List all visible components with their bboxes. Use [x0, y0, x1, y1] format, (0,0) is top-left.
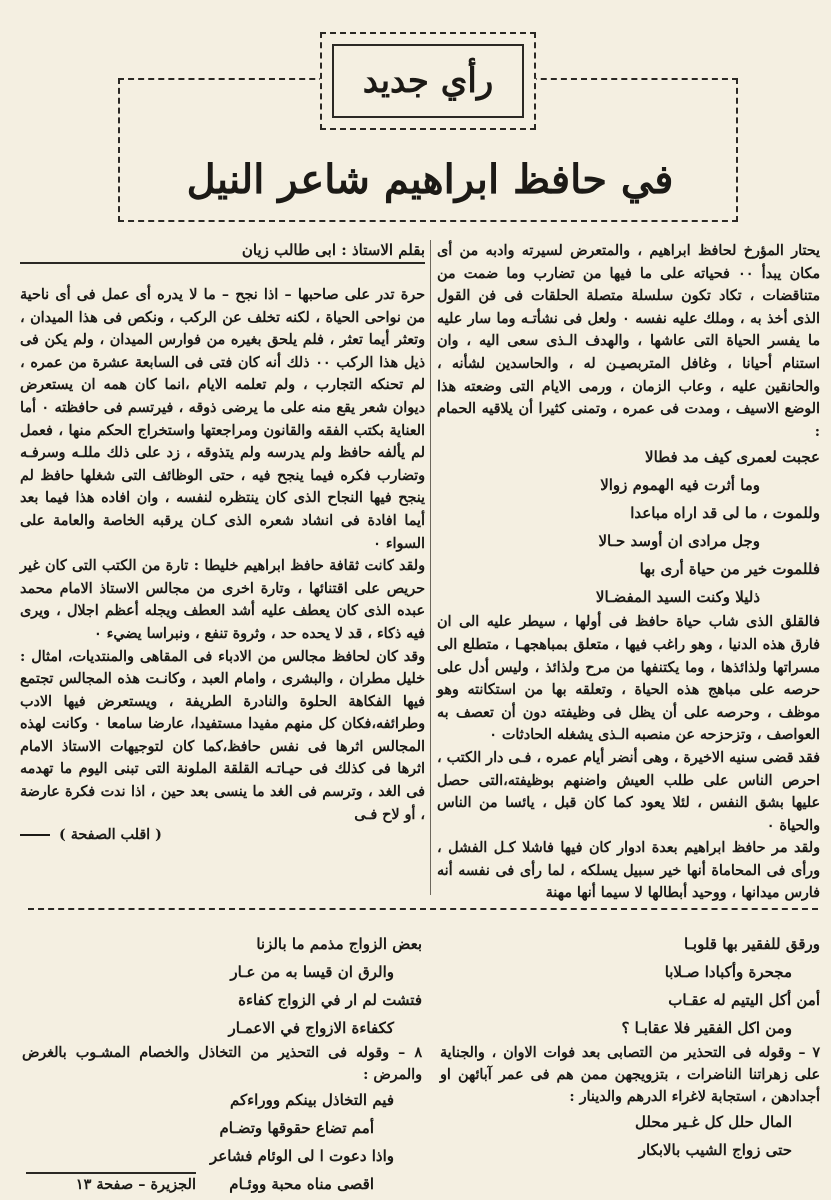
right-paragraph-2: فالقلق الذى شاب حياة حافظ فى أولها ، سيطر عليه الى ان فارق هذه الدنيا ، وهو راغب فيها ، متعلق بمباهجهـا ، متطلع الى مسراتها ولذائذها ، وما يكتنفها من مرح ولذائذ ، وليس أدل على حرصه على مباهج هذه الحياة ، وتعلقه بها من استكانته وهو موظف ، وحرصه على أن يظل فى وظيفته دون أن تعصف به العواصف ، وتزحزحه عن منصبه الـذى يشغله الحادثات ٠ — [437, 614, 820, 744]
left-paragraph-1: حرة تدر على صاحبها – اذا نجح – ما لا يدره أى عمل فى أى ناحية من نواحى الحياة ، لكنه تخلف عن الركب ، ونكص فى هذا الميدان ، وتعثر أيما تعثر ، فلم يلحق بغيره من فوارس الميدان ، ولم يكن فى ذيل هذا الركب ٠٠ ذلك أنه كان فتى فى السابعة عشرة من عمره ، لم تحنكه التجارب ، ولم تعلمه الايام ،انما كان همه ان يستعرض ديوان شعر يقع منه على ما يرضى ذوقه ، فيرتسم فى حافظته ٠ أما العناية بكتب الفقه والقانون ومراجعتها واستخراج الحكم منها ، فعمل لم يألفه حافظ ولم يدرسه ولم يتذوقه ، زد على ذلك مللـه وسرفـه وتضارب فكره فيما ينجح فيه ، حتى الوظائف التى شغلها حافظ لم ينجح فيها النجاح الذى كان ينتظره لنفسه ، وان افاده هذا فيما بعد أيما افادة فى انشاد شعره الذى كـان يرقبه الخاصة والعامة على السواء ٠ — [20, 287, 425, 552]
verse: والرق ان قيسا به من عـار — [230, 963, 394, 981]
section-8-text: ٨ – وقوله فى التحذير من التخاذل والخصام المشـوب بالغرض والمرض : — [22, 1045, 422, 1083]
bottom-right-block — [440, 930, 820, 1164]
arrow-icon — [20, 834, 50, 836]
verse: ورقق للفقير بها قلوبـا — [683, 935, 820, 953]
poem — [437, 443, 820, 611]
poem-verse: وما أثرت فيه الهموم زوالا — [600, 476, 760, 495]
left-paragraph-2: ولقد كانت ثقافة حافظ ابراهيم خليطا : تارة من الكتب التى كان غير حريص على اقتنائها ، وتارة اخرى من مجالس الاستاذ الامام محمد عبده الذى كان يعطف عليه أشد العطف ويجله أعظم اجلال ، ويرى فيه ذكاء ، قد لا يحده حد ، وثروة تنفع ، ونبراسا يضيء ٠ — [20, 558, 425, 642]
verse: أمم تضاع حقوقها وتضـام — [219, 1119, 374, 1137]
poem-verse: وجل مرادى ان أوسد حـالا — [598, 532, 760, 551]
right-paragraph-4: ولقد مر حافظ ابراهيم بعدة ادوار كان فيها فاشلا كـل الفشل ، ورأى فى المحاماة أنها خير سبيل يسلكه ، لما رأى فى نفسه أنه فارس ميدانها ، ووحيد أبطالها لا سيما أنها مهنة — [437, 840, 820, 902]
poem-verse: ذليلا وكنت السيد المفضـالا — [595, 588, 760, 607]
verse: اقصى مناه محبة ووئـام — [229, 1175, 374, 1193]
verse: حتى زواج الشيب بالابكار — [638, 1141, 792, 1159]
section-7-text: ٧ – وقوله فى التحذير من التصابى بعد فوات الاوان ، والجناية على زهراتنا الناضرات ، بتزويجهن ممن هم فى عمر آبائهن او أجدادهن ، استجابة لاغراء الدرهم والدينار : — [440, 1045, 820, 1105]
byline: بقلم الاستاذ : ابى طالب زيان — [20, 240, 425, 264]
verse: بعض الزواج مذمم ما بالزنا — [256, 935, 422, 953]
verse: أمن أكل اليتيم له عقـاب — [668, 991, 820, 1009]
article-subtitle: في حافظ ابراهيم شاعر النيل — [186, 156, 674, 203]
verse: ومن اكل الفقير فلا عقابـا ؟ — [621, 1019, 792, 1037]
poem-verse: عجبت لعمرى كيف مد فطالا — [645, 448, 820, 467]
title-box — [320, 32, 536, 130]
turn-page-label: ( اقلب الصفحة ) — [58, 827, 162, 844]
left-column — [20, 240, 425, 847]
turn-page-note — [20, 824, 425, 847]
column-divider — [430, 240, 431, 895]
verse: مجحرة وأكبادا صـلابا — [664, 963, 792, 981]
right-paragraph-1: يحتار المؤرخ لحافظ ابراهيم ، والمتعرض لسيرته وادبه من أى مكان يبدأ ٠٠ فحياته على ما فيها من تضارب وما ضمت من متناقضات ، تكاد تكون سلسلة متصلة الحلقات فى فن القول الذى أخذ به ، وملك عليه نفسه ٠ ولعل فى نشأتـه وما سار عليه ما يفسر الحياة التى عاشها ، والهدف الـذى سعى اليه ، وان استنام أحيانا ، وغافل المتربصيـن له ، والحاسدين لشأنه ، والحانقين عليه ، وعاب الزمان ، ورمى الايام التى وضعته هذا الوضع الاسيف ، ومدت فى عمره ، وتمنى كثيرا أن يلاقيه الحمام : — [437, 243, 820, 440]
right-column — [437, 240, 820, 905]
poem-verse: وللموت ، ما لى قد اراه مباعدا — [630, 504, 820, 523]
section-divider — [28, 908, 818, 910]
verse: ككفاءة الازواج في الاعمـار — [228, 1019, 394, 1037]
left-paragraph-3: وقد كان لحافظ مجالس من الادباء فى المقاهى والمنتديات، امثال : خليل مطران ، والبشرى ، وامام العبد ، وكانـت هذه المجالس تجتمع فيها الفكاهة الحلوة والنادرة الطريفة ، ويستعرض فيها الادب وطرائفه،فكان كل منهم مفيدا مستفيدا، عارضا سامعا ٠ وكانت لهذه المجالس اثرها فى نفس حافظ،كما كان لتوجيهات الاستاذ الامام اثرها فى كذلك فى حيـاتـه القلقة الملونة التى تبنى اليوم ما تهدمه فى الغد ، وترسم فى الغد ما ينسى بعد حين ، اذا ندت فكرة عارضة ، أو لاح فـى — [20, 648, 425, 823]
article-title: رأي جديد — [332, 44, 524, 118]
verse: فيم التخاذل بينكم ووراءكم — [229, 1091, 394, 1109]
verse: واذا دعوت ا لى الوئام فشاعر — [210, 1147, 394, 1165]
verse: المال حلل كل غـير محلل — [635, 1113, 792, 1131]
right-paragraph-3: فقد قضى سنيه الاخيرة ، وهى أنضر أيام عمره ، فـى دار الكتب ، احرص الناس على طلب العيش واضنهم بوظيفته،التى حصل عليها بشق النفس ، لئلا يعود كما كان قبل ، يائسا من الناس والحياة ٠ — [437, 749, 820, 834]
page-footer: الجزيرة – صفحة ١٣ — [26, 1172, 196, 1193]
poem-verse: فللموت خير من حياة أرى بها — [639, 560, 820, 579]
verse: فتشت لم ار في الزواج كفاءة — [238, 991, 422, 1009]
bottom-left-block — [22, 930, 422, 1198]
